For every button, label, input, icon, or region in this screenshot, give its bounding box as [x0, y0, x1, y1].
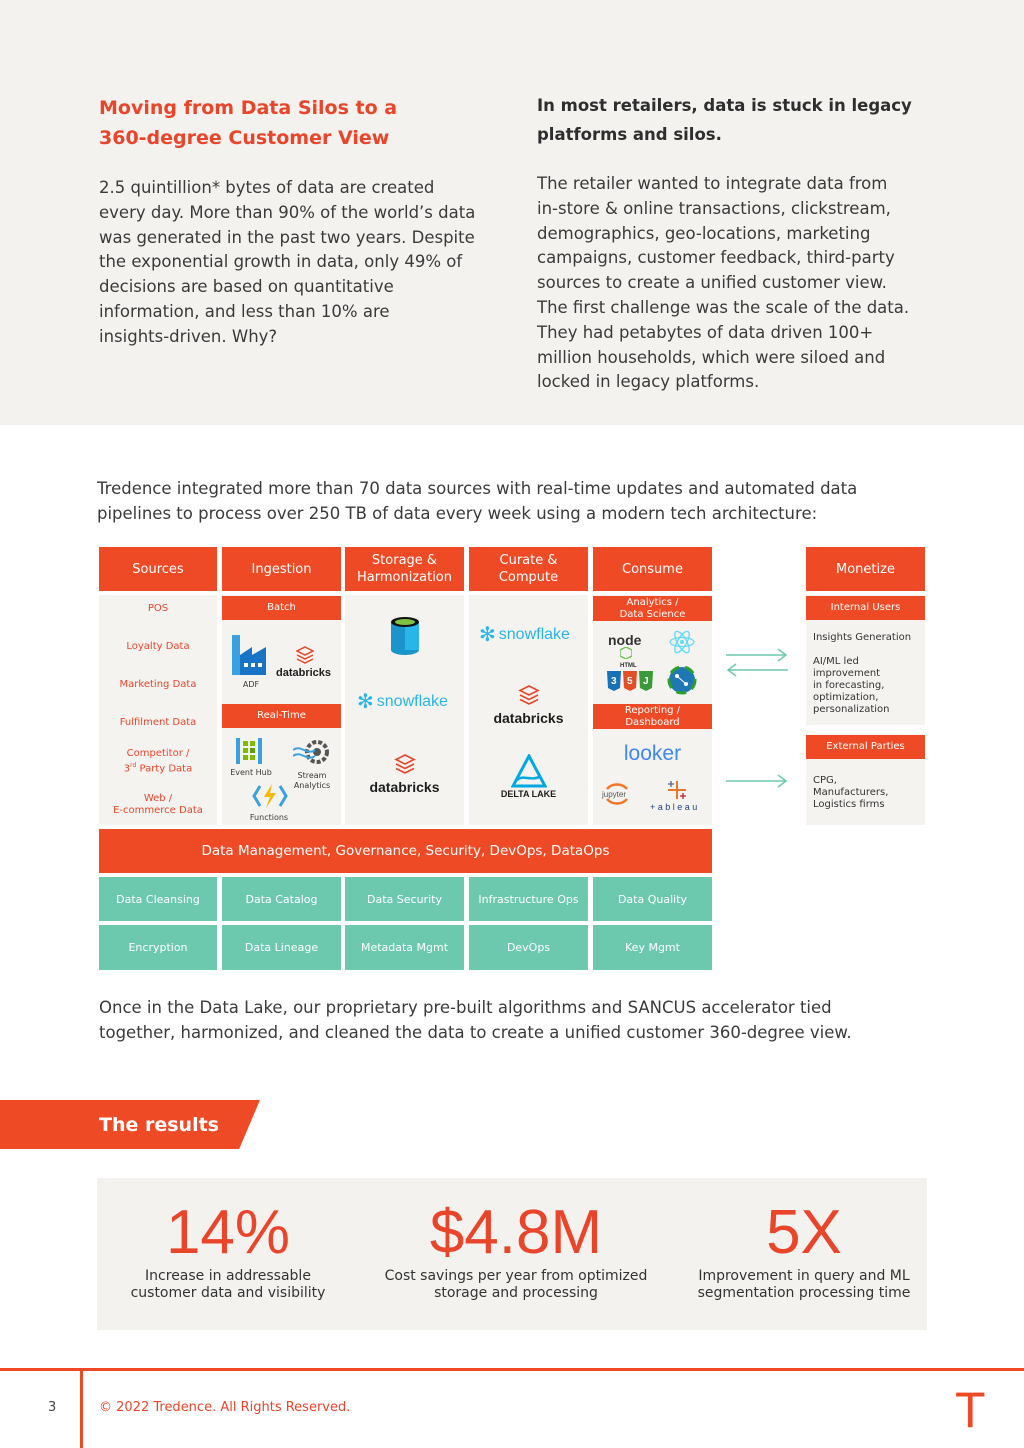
caption-line: segmentation processing time — [697, 1284, 911, 1301]
text-line: personalization — [813, 704, 890, 715]
paragraph-line: Tredence integrated more than 70 data sources with real-time updates and automated data — [97, 479, 858, 498]
stat-block — [376, 1198, 656, 1301]
delta-lake-icon — [511, 754, 547, 790]
paragraph-line: million households, which were siloed and — [537, 347, 886, 367]
source-line: Competitor / — [126, 748, 190, 759]
insights-generation-text: Insights Generation — [813, 632, 912, 643]
stream-analytics-label — [290, 771, 334, 791]
databricks-icon — [518, 684, 540, 706]
header-storage — [345, 547, 464, 591]
paragraph-line: every day. More than 90% of the world’s data — [99, 202, 476, 222]
copyright-text: © 2022 Tredence. All Rights Reserved. — [99, 1400, 351, 1415]
snowflake-logo-text: snowflake — [498, 625, 570, 643]
paragraph-line: demographics, geo-locations, marketing — [537, 223, 871, 243]
svg-text:5: 5 — [627, 676, 633, 687]
snowflake-logo — [357, 689, 448, 714]
stat-block — [684, 1198, 924, 1301]
paragraph-line: in-store & online transactions, clickstream, — [537, 198, 891, 218]
external-parties-label: External Parties — [806, 735, 925, 759]
stat-value: 14% — [165, 1198, 291, 1267]
stat-caption — [108, 1268, 348, 1301]
green-cell-encryption: Encryption — [99, 925, 217, 970]
adf-label: ADF — [242, 680, 260, 689]
paragraph-line: The retailer wanted to integrate data from — [537, 174, 888, 193]
caption-line: storage and processing — [434, 1284, 598, 1301]
stat-value: $4.8M — [429, 1198, 603, 1267]
source-item — [99, 641, 217, 653]
event-hub-icon — [234, 736, 264, 766]
batch-label: Batch — [222, 596, 341, 620]
tredence-logo: T — [955, 1382, 986, 1438]
paragraph-line: pipelines to process over 250 TB of data every week using a modern tech architecture: — [97, 503, 818, 523]
jupyter-logo-text: jupyter — [602, 790, 627, 799]
paragraph-line: campaigns, customer feedback, third-party — [537, 248, 895, 268]
stream-analytics-icon — [293, 738, 333, 770]
text-line: CPG, — [813, 775, 837, 786]
green-cell-data-security: Data Security — [345, 877, 464, 921]
green-cell-data-cleansing: Data Cleansing — [99, 877, 217, 921]
paragraph-line: sources to create a unified customer view. — [537, 273, 887, 293]
text-line: optimization, — [813, 692, 879, 703]
text-line: Logistics firms — [813, 799, 885, 810]
label-line: Reporting / — [624, 704, 681, 716]
functions-label: Functions — [249, 813, 289, 822]
databricks-logo-text: databricks — [369, 779, 440, 795]
label-line: Analytics / — [626, 596, 679, 608]
stat-value: 5X — [766, 1198, 842, 1267]
heading-line: platforms and silos. — [537, 125, 722, 144]
paragraph-line: decisions are based on quantitative — [99, 277, 394, 297]
databricks-icon — [394, 753, 416, 775]
green-cell-metadata-mgmt: Metadata Mgmt — [345, 925, 464, 970]
sources-panel — [99, 595, 217, 825]
integration-text — [97, 477, 937, 527]
intro-left-paragraph — [99, 176, 519, 350]
snowflake-icon: ✻ — [357, 691, 374, 713]
heading-line: In most retailers, data is stuck in legacy — [537, 96, 912, 115]
header-curate — [469, 547, 588, 591]
label-line: Analytics — [293, 781, 331, 790]
green-cell-devops: DevOps — [469, 925, 588, 970]
source-line: E-commerce Data — [113, 805, 203, 816]
functions-icon — [252, 782, 288, 810]
source-item — [99, 793, 217, 817]
heading-line: Moving from Data Silos to a — [99, 97, 398, 119]
realtime-label: Real-Time — [222, 704, 341, 728]
storage-cylinder-icon — [389, 614, 421, 656]
header-line: Compute — [498, 570, 559, 585]
caption-line: Cost savings per year from optimized — [384, 1268, 648, 1284]
html5-label: HTML — [620, 663, 637, 669]
data-lake-text — [99, 996, 939, 1046]
green-cell-data-lineage: Data Lineage — [222, 925, 341, 970]
header-monetize: Monetize — [806, 547, 925, 591]
source-line: 3rd Party Data — [123, 762, 193, 775]
snowflake-logo — [479, 622, 570, 647]
header-consume: Consume — [593, 547, 712, 591]
external-parties-text — [813, 775, 888, 811]
looker-logo-text: looker — [623, 742, 682, 765]
heading-line: 360-degree Customer View — [99, 127, 390, 149]
text-line: Manufacturers, — [813, 787, 889, 798]
databricks-logo-text: databricks — [493, 710, 564, 726]
header-line: Storage & — [371, 553, 438, 568]
nodejs-logo-text: node — [608, 632, 642, 648]
paragraph-line: locked in legacy platforms. — [537, 372, 760, 392]
green-cell-key-mgmt: Key Mgmt — [593, 925, 712, 970]
green-cell-data-catalog: Data Catalog — [222, 877, 341, 921]
reporting-label — [593, 704, 712, 729]
intro-left-heading — [99, 93, 397, 153]
label-line: Dashboard — [625, 716, 680, 728]
event-hub-label: Event Hub — [230, 768, 272, 777]
label-line: Data Science — [619, 608, 686, 620]
snowflake-icon: ✻ — [479, 624, 496, 646]
databricks-logo-text: databricks — [276, 667, 332, 679]
source-line: Web / — [143, 793, 173, 804]
source-line: Marketing Data — [119, 679, 197, 690]
tableau-logo-text: + a b l e a u — [650, 802, 698, 812]
intro-right-paragraph — [537, 172, 957, 395]
source-item — [99, 748, 217, 775]
green-cell-data-quality: Data Quality — [593, 877, 712, 921]
governance-bar: Data Management, Governance, Security, DevOps, DataOps — [99, 829, 712, 873]
text-line: in forecasting, — [813, 680, 885, 691]
page-number: 3 — [48, 1400, 57, 1415]
tableau-icon — [666, 779, 688, 801]
header-sources: Sources — [99, 547, 217, 591]
caption-line: Increase in addressable — [145, 1268, 311, 1284]
internal-users-label: Internal Users — [806, 596, 925, 620]
adf-icon — [232, 633, 268, 677]
source-line: Fulfilment Data — [119, 717, 197, 728]
react-icon — [668, 628, 696, 656]
intro-right-heading — [537, 91, 912, 149]
paragraph-line: was generated in the past two years. Despite — [99, 227, 475, 247]
source-item — [99, 717, 217, 729]
svg-text:3: 3 — [611, 676, 617, 687]
paragraph-line: 2.5 quintillion* bytes of data are created — [99, 178, 435, 197]
label-line: Stream — [297, 771, 327, 780]
paragraph-line: Once in the Data Lake, our proprietary pre-built algorithms and SANCUS accelerator tied — [99, 998, 832, 1017]
superscript: rd — [130, 762, 137, 769]
paragraph-line: They had petabytes of data driven 100+ — [537, 322, 874, 342]
header-ingestion: Ingestion — [222, 547, 341, 591]
stat-caption — [684, 1268, 924, 1301]
header-line: Harmonization — [356, 570, 453, 585]
paragraph-line: insights-driven. Why? — [99, 326, 278, 346]
nodejs-icon — [620, 647, 632, 659]
footer-divider — [80, 1370, 83, 1448]
d3-network-icon — [667, 665, 697, 695]
green-cell-infrastructure-ops: Infrastructure Ops — [469, 877, 588, 921]
databricks-icon — [296, 646, 314, 664]
monetize-divider — [806, 725, 925, 734]
delta-lake-logo-text: DELTA LAKE — [500, 789, 557, 799]
caption-line: customer data and visibility — [130, 1284, 326, 1301]
text-line: improvement — [813, 668, 881, 679]
stat-caption — [376, 1268, 656, 1301]
source-line: POS — [147, 603, 169, 614]
svg-text:J: J — [643, 676, 649, 687]
right-arrow — [724, 772, 790, 790]
paragraph-line: the exponential growth in data, only 49% of — [99, 252, 463, 272]
source-item — [99, 679, 217, 691]
stat-block — [108, 1198, 348, 1301]
analytics-label — [593, 596, 712, 621]
source-item — [99, 603, 217, 615]
footer-rule — [0, 1368, 1024, 1371]
paragraph-line: The first challenge was the scale of the data. — [537, 297, 910, 317]
caption-line: Improvement in query and ML — [698, 1268, 910, 1284]
header-line: Curate & — [499, 553, 558, 568]
source-line: Loyalty Data — [126, 641, 190, 652]
paragraph-line: together, harmonized, and cleaned the data to create a unified customer 360-degree view. — [99, 1022, 852, 1042]
paragraph-line: information, and less than 10% are — [99, 301, 390, 321]
html-css-js-icon — [606, 669, 654, 693]
bidirectional-arrows — [724, 646, 790, 678]
text-line: AI/ML led — [813, 656, 859, 667]
results-title: The results — [99, 1114, 219, 1136]
snowflake-logo-text: snowflake — [376, 692, 448, 710]
aiml-text — [813, 656, 890, 716]
